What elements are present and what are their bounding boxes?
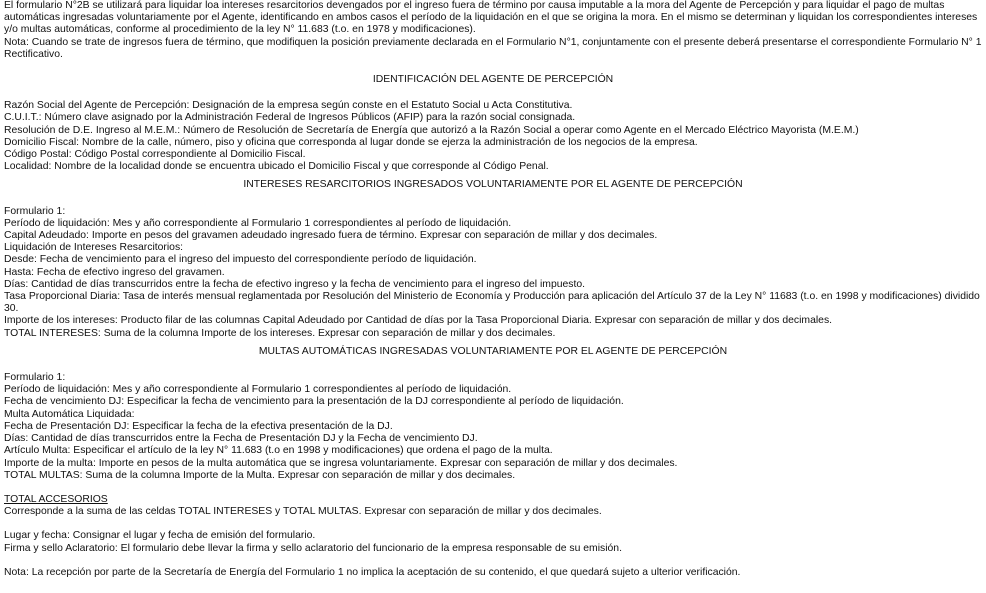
identificacion-line: Domicilio Fiscal: Nombre de la calle, número, piso y oficina que corresponda al lugar donde se ejerza la administración de los negocios de la empresa. [4, 136, 698, 148]
intereses-line: Formulario 1: [4, 205, 66, 217]
intereses-line: Capital Adeudado: Importe en pesos del gravamen adeudado ingresado fuera de término. Expresar con separación de millar y dos decimales. [4, 230, 658, 242]
firma-sello-line: Firma y sello Aclaratorio: El formulario debe llevar la firma y sello aclaratorio del funcionario de la empresa responsable de su emisión. [4, 542, 622, 554]
multas-line: Fecha de Presentación DJ: Especificar la fecha de la efectiva presentación de la DJ. [4, 420, 393, 432]
intro-note: Nota: Cuando se trate de ingresos fuera de término, que modifiquen la posición previamente declarada en el Formulario N°1, conjuntamente con el presente deberá presentarse el correspondiente Formulario N° 1 Rectificativo. [4, 36, 982, 60]
identificacion-line: Código Postal: Código Postal correspondiente al Domicilio Fiscal. [4, 149, 306, 161]
multas-line: Importe de la multa: Importe en pesos de la multa automática que se ingresa voluntariamente. Expresar con separación de millar y dos decimales. [4, 457, 678, 469]
instructions-document [4, 0, 982, 579]
intro-paragraph: El formulario N°2B se utilizará para liquidar loa intereses resarcitorios devengados por el ingreso fuera de término por causa imputable a la mora del Agente de Percepción y para liquidar el pago de multas automáticas ingresadas voluntariamente por el Agente, identificando en ambos casos el período de la liquidación en el que se origina la mora. En el mismo se determinan y liquidan los correspondientes intereses y/o multas automáticas, conforme al procedimiento de la ley N° 11.683 (t.o. en 1978 y modificaciones). [4, 0, 978, 36]
final-note: Nota: La recepción por parte de la Secretaría de Energía del Formulario 1 no implica la aceptación de su contenido, el que quedará sujeto a ulterior verificación. [4, 566, 741, 578]
multas-line: Formulario 1: [4, 372, 66, 384]
intereses-line: Importe de los intereses: Producto filar de las columnas Capital Adeudado por Cantidad de días por la Tasa Proporcional Diaria. Expresar con separación de millar y dos decimales. [4, 315, 833, 327]
multas-line: Artículo Multa: Especificar el artículo de la ley N° 11.683 (t.o en 1998 y modificaciones) que ordena el pago de la multa. [4, 445, 553, 457]
identificacion-heading: IDENTIFICACIÓN DEL AGENTE DE PERCEPCIÓN [372, 74, 614, 86]
multas-line: Período de liquidación: Mes y año correspondiente al Formulario 1 correspondientes al período de liquidación. [4, 384, 512, 396]
intereses-line: Período de liquidación: Mes y año correspondiente al Formulario 1 correspondientes al período de liquidación. [4, 217, 512, 229]
multas-heading: MULTAS AUTOMÁTICAS INGRESADAS VOLUNTARIAMENTE POR EL AGENTE DE PERCEPCIÓN [258, 345, 728, 357]
identificacion-section [4, 100, 982, 173]
intereses-line: Tasa Proporcional Diaria: Tasa de interés mensual reglamentada por Resolución del Ministerio de Economía y Producción para aplicación del Artículo 37 de la Ley N° 11683 (t.o. en 1998 y modificaciones) dividido 30. [4, 291, 980, 315]
identificacion-line: Resolución de D.E. Ingreso al M.E.M.: Número de Resolución de Secretaría de Energía que autorizó a la Razón Social a operar como Agente en el Mercado Eléctrico Mayorista (M.E.M.) [4, 124, 859, 136]
multas-section [4, 372, 982, 482]
multas-line: TOTAL MULTAS: Suma de la columna Importe de la Multa. Expresar con separación de millar y dos decimales. [4, 469, 516, 481]
total-accesorios-text: Corresponde a la suma de las celdas TOTAL INTERESES y TOTAL MULTAS. Expresar con separación de millar y dos decimales. [4, 506, 602, 518]
multas-line: Días: Cantidad de días transcurridos entre la Fecha de Presentación DJ y la Fecha de vencimiento DJ. [4, 433, 478, 445]
lugar-fecha-line: Lugar y fecha: Consignar el lugar y fecha de emisión del formulario. [4, 530, 316, 542]
multas-line: Fecha de vencimiento DJ: Especificar la fecha de vencimiento para la presentación de la DJ correspondiente al período de liquidación. [4, 396, 624, 408]
intereses-line: Desde: Fecha de vencimiento para el ingreso del impuesto del correspondiente período de liquidación. [4, 254, 477, 266]
identificacion-line: Razón Social del Agente de Percepción: Designación de la empresa según conste en el Estatuto Social u Acta Constitutiva. [4, 100, 573, 112]
identificacion-line: Localidad: Nombre de la localidad donde se encuentra ubicado el Domicilio Fiscal y que corresponde al Código Penal. [4, 161, 549, 173]
intereses-line: Días: Cantidad de días transcurridos entre la fecha de efectivo ingreso y la fecha de vencimiento para el ingreso del impuesto. [4, 278, 586, 290]
intereses-line: Hasta: Fecha de efectivo ingreso del gravamen. [4, 266, 225, 278]
intereses-line: TOTAL INTERESES: Suma de la columna Importe de los intereses. Expresar con separación de millar y dos decimales. [4, 327, 556, 339]
identificacion-line: C.U.I.T.: Número clave asignado por la Administración Federal de Ingresos Públicos (AFIP) para la razón social consignada. [4, 112, 576, 124]
intereses-line: Liquidación de Intereses Resarcitorios: [4, 242, 184, 254]
intereses-heading: INTERESES RESARCITORIOS INGRESADOS VOLUNTARIAMENTE POR EL AGENTE DE PERCEPCIÓN [243, 179, 743, 191]
total-accesorios-heading: TOTAL ACCESORIOS [4, 493, 108, 505]
multas-line: Multa Automática Liquidada: [4, 408, 135, 420]
intereses-section [4, 206, 982, 340]
